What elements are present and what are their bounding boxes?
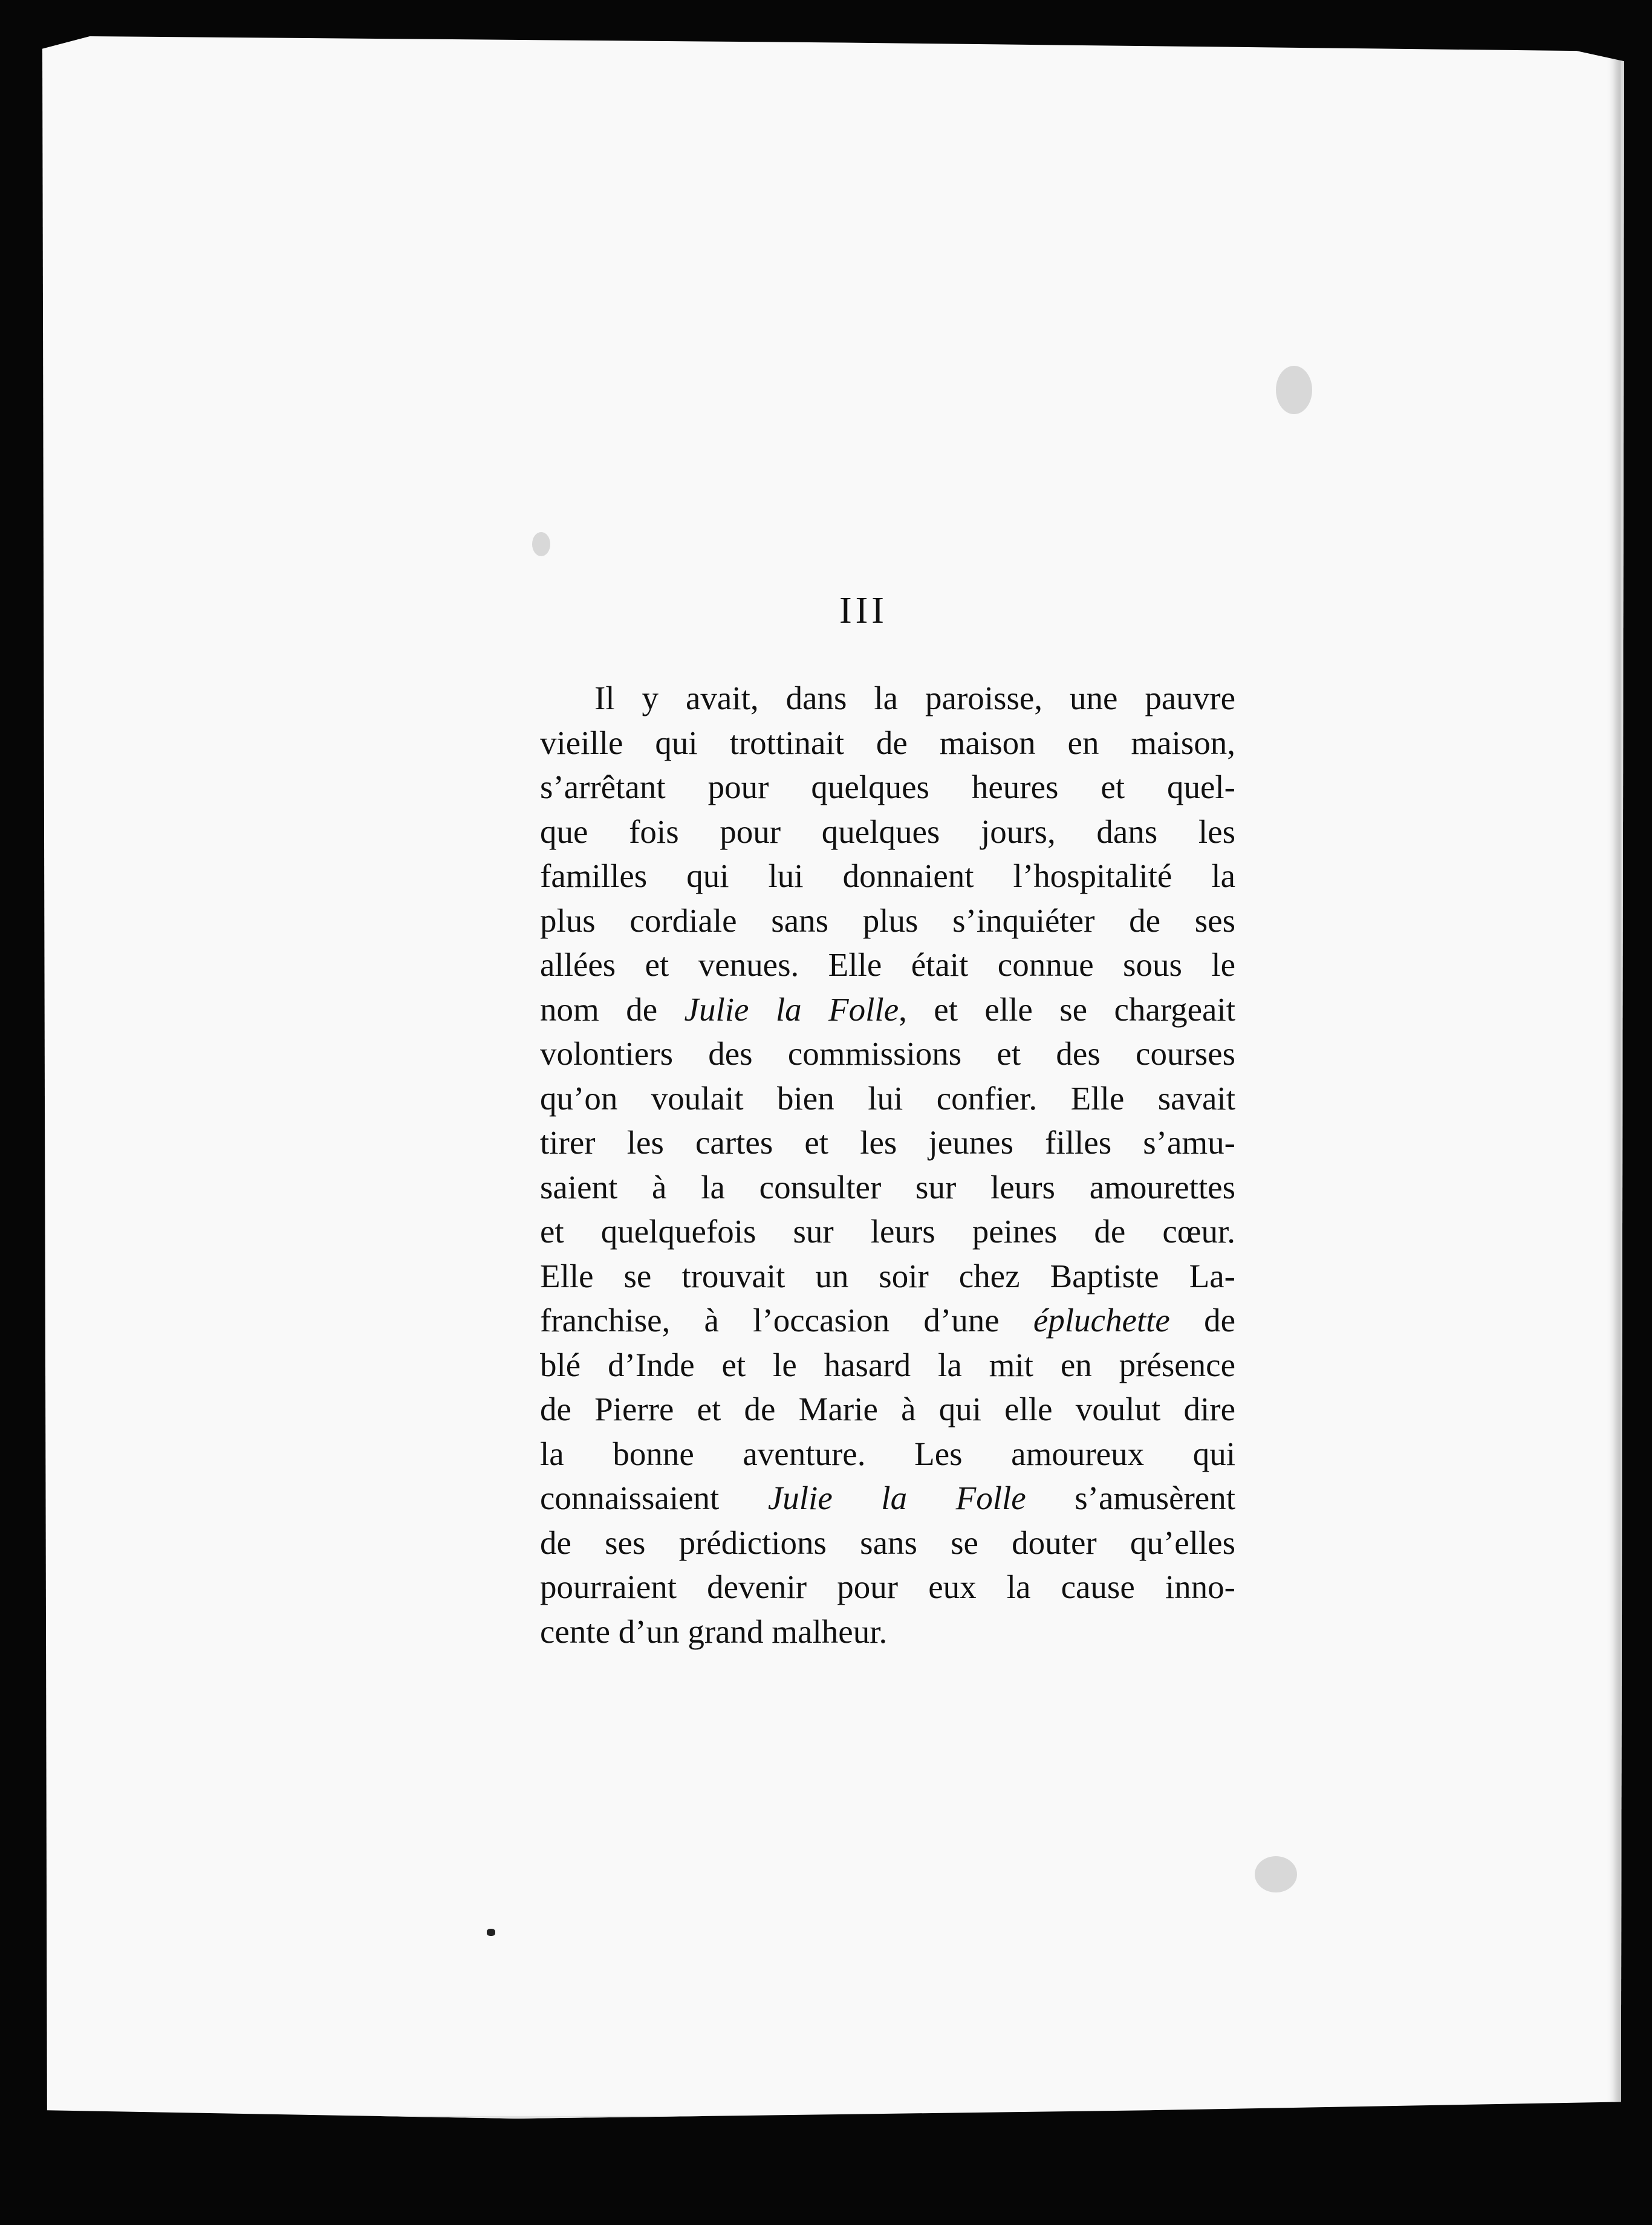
text-segment: s’arrêtant pour quelques heures et quel-	[540, 768, 1235, 805]
text-line	[540, 676, 1235, 721]
text-line	[540, 1432, 1235, 1476]
text-segment: familles qui lui donnaient l’hospitalité la	[540, 857, 1235, 894]
text-line	[540, 943, 1235, 987]
chapter-paragraph	[540, 676, 1235, 1654]
text-segment: saient à la consulter sur leurs amourettes	[540, 1168, 1235, 1206]
text-segment: Il y avait, dans la paroisse, une pauvre	[594, 680, 1235, 716]
text-line	[540, 1387, 1235, 1432]
text-segment: franchise, à l’occasion d’une	[540, 1302, 1033, 1339]
italic-phrase: Julie la Folle	[684, 990, 899, 1028]
italic-phrase: Julie la Folle	[767, 1480, 1026, 1516]
text-line	[540, 1209, 1235, 1254]
text-line	[540, 987, 1235, 1032]
text-segment: connaissaient	[540, 1480, 768, 1516]
text-line	[540, 1076, 1235, 1121]
text-line	[540, 1165, 1235, 1210]
text-segment: de	[1169, 1302, 1235, 1339]
ink-speck	[487, 1929, 495, 1936]
text-line	[540, 1476, 1235, 1521]
text-line	[540, 765, 1235, 810]
text-line	[540, 1254, 1235, 1299]
text-segment: cente d’un grand malheur.	[540, 1613, 888, 1650]
text-line	[540, 810, 1235, 854]
text-segment: et quelquefois sur leurs peines de cœur.	[540, 1213, 1235, 1250]
text-segment: qu’on voulait bien lui confier. Elle savait	[540, 1079, 1235, 1117]
text-segment: pourraient devenir pour eux la cause inno-	[540, 1568, 1235, 1605]
text-line	[540, 898, 1235, 943]
paper-stain	[532, 532, 550, 556]
text-line	[540, 854, 1235, 898]
text-line	[540, 1609, 1235, 1654]
text-segment: de ses prédictions sans se douter qu’elles	[540, 1524, 1235, 1561]
text-line	[540, 1120, 1235, 1165]
text-line	[540, 1565, 1235, 1609]
text-segment: volontiers des commissions et des courses	[540, 1035, 1235, 1072]
text-segment: , et elle se chargeait	[899, 990, 1235, 1028]
text-segment: s’amusèrent	[1026, 1480, 1235, 1516]
chapter-number: III	[839, 590, 888, 631]
text-segment: que fois pour quelques jours, dans les	[540, 813, 1235, 850]
text-line	[540, 1031, 1235, 1076]
text-line	[540, 1343, 1235, 1388]
text-line	[540, 1521, 1235, 1565]
text-segment: tirer les cartes et les jeunes filles s’amu-	[540, 1124, 1235, 1161]
text-segment: Elle se trouvait un soir chez Baptiste La-	[540, 1257, 1235, 1294]
text-segment: blé d’Inde et le hasard la mit en présence	[540, 1346, 1235, 1383]
text-segment: allées et venues. Elle était connue sous le	[540, 946, 1235, 983]
text-segment: vieille qui trottinait de maison en maison,	[540, 724, 1235, 761]
text-segment: de Pierre et de Marie à qui elle voulut dire	[540, 1391, 1235, 1428]
paper-stain	[1255, 1856, 1297, 1892]
paper-stain	[1276, 366, 1312, 414]
text-line	[540, 721, 1235, 765]
text-segment: nom de	[540, 990, 685, 1028]
italic-phrase: épluchette	[1033, 1302, 1170, 1339]
text-segment: plus cordiale sans plus s’inquiéter de ses	[540, 901, 1235, 939]
text-line	[540, 1298, 1235, 1343]
text-segment: la bonne aventure. Les amoureux qui	[540, 1435, 1235, 1472]
